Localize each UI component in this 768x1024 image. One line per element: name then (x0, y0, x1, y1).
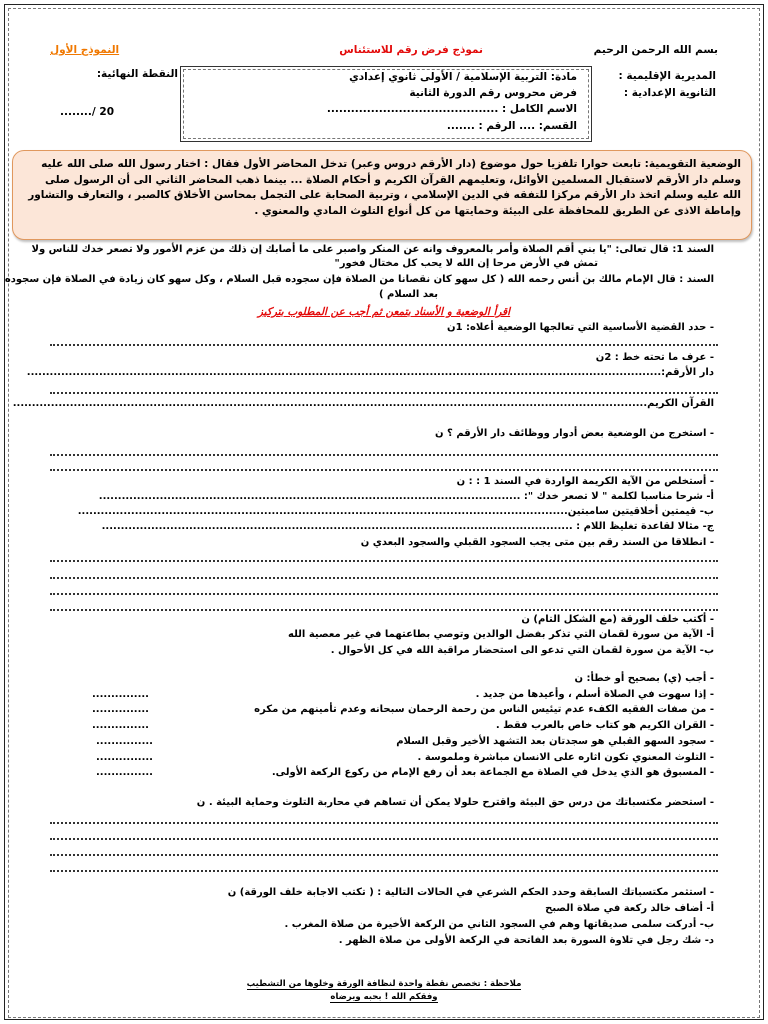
question-4-a: أ- شرحا مناسبا لكلمة " لا تصعر خدك ": ............................................................................................................... (98, 491, 714, 502)
question-2-a: دار الأرقم:....................................................................................................................................................................... (26, 367, 714, 378)
tf-statement: - من صفات الفقيه الكفء عدم تيئيس الناس من رحمة الرحمان سبحانه وعدم تأمينهم من مكره (254, 704, 714, 715)
source-1-line-2: تمش في الأرض مرحا إن الله لا يحب كل مختال فخور" (334, 258, 598, 269)
answer-line (50, 469, 718, 471)
subject-line: مادة: التربية الإسلامية / الأولى ثانوي إعدادي (349, 71, 577, 83)
tf-statement: - القران الكريم هو كتاب خاص بالعرب فقط . (495, 720, 714, 731)
school-label: الثانوية الإعدادية : (623, 87, 716, 99)
answer-line (50, 392, 718, 394)
question-3: - استخرج من الوضعية بعض أدوار ووظائف دار الأرقم ؟ ن (435, 428, 714, 439)
tf-answer-blank[interactable]: ............... (92, 689, 149, 700)
question-6: - أكتب خلف الورقة (مع الشكل التام) ن (521, 614, 714, 625)
question-2-b: القرآن الكريم....................................................................................................................................................................... (12, 398, 714, 409)
cleanliness-note: ملاحظة : تخصص نقطة واحدة لنظافة الورقة وخلوها من التشطيب (246, 979, 522, 989)
final-grade-label: النقطة النهائية: (96, 68, 178, 80)
school-info (619, 68, 717, 102)
answer-line (50, 854, 718, 856)
tf-answer-blank[interactable]: ............... (92, 720, 149, 731)
question-9-b: ب- أدركت سلمى صديقاتها وهم في السجود الثاني من الركعة الأخيرة من صلاة المغرب . (284, 919, 714, 930)
question-4: - أستخلص من الآية الكريمة الواردة في السند 1 : : ن (456, 476, 714, 487)
answer-line (50, 822, 718, 824)
question-4-b: ب- قيمتين أخلاقيتين سامبتين................................................................................................................................. (77, 506, 714, 517)
exam-line: فرض محروس رقم الدورة الثانية (409, 87, 577, 99)
directorate-label: المديرية الإقليمية : (618, 70, 716, 82)
basmala: بسم الله الرحمن الرحيم (593, 44, 718, 56)
tf-answer-blank[interactable]: ............... (96, 736, 153, 747)
full-name-field: الاسم الكامل : ........................................... (326, 103, 577, 115)
question-9-c: د- شك رجل في تلاوة السورة بعد الفاتحة في الركعة الأولى من صلاة الظهر . (338, 935, 714, 946)
question-1: - حدد القضية الأساسية التي تعالجها الوضعية أعلاه: 1ن (447, 322, 714, 333)
read-instruction: اقرأ الوضعية و الأسناد بتمعن ثم أجب عن المطلوب بتركيز (257, 306, 511, 318)
answer-line (50, 609, 718, 611)
class-number-field: القسم: .... الرقم : ....... (446, 120, 577, 132)
tf-statement: - المسبوق هو الذي يدخل في الصلاة مع الجماعة بعد أن رفع الإمام من ركوع الركعة الأولى. (271, 767, 714, 778)
tf-answer-blank[interactable]: ............... (92, 704, 149, 715)
answer-line (50, 344, 718, 346)
model-label: النموذج الأول (50, 44, 120, 56)
question-8: - استحضر مكتسباتك من درس حق البيئة واقترح حلولا يمكن أن تساهم في محاربة التلوث وحماية البيئة . ن (196, 797, 714, 808)
tf-answer-blank[interactable]: ............... (96, 767, 153, 778)
tf-answer-blank[interactable]: ............... (96, 752, 153, 763)
tf-statement: - سجود السهو القبلي هو سجدتان بعد التشهد الأخير وقبل السلام (396, 736, 714, 747)
question-6-b: ب- الآية من سورة لقمان التي تدعو الى استحضار مراقبة الله في كل الأحوال . (330, 645, 714, 656)
situation-text: الوضعية التقويمية: تابعت حوارا تلفزيا حول موضوع (دار الأرقم دروس وعبر) تدخل المحاضر الأول فقال : اختار رسول الله صلى الله عليه وسلم دار الأرقم لاستقبال المسلمين الأوائل، وتعليمهم القرآن الكريم و أحكام الصلاة ... بينما ذهب المحاضر الثاني الى أن الرسول صلى الله عليه وسلم اتخذ دار الأرقم مركزا للتفقه في الدين الإسلامي ، وتربية الصحابة على التجمل بمحاسن الأخلاق كالصبر ، والتعارف والتشاور وإماطة الاذى عن الطريق للمحافظة على البيئة وحمايتها من كل أنواع التلوث المادي والمعنوي . (28, 158, 741, 217)
answer-line (50, 454, 718, 456)
answer-line (50, 577, 718, 579)
source-2-line-1: السند : قال الإمام مالك بن أنس رحمه الله ( كل سهو كان نقصانا من الصلاة فإن سجوده قبل السلام ، وكل سهو كان زيادة في الصلاة فإن سجوده (4, 274, 714, 285)
question-7: - أجب (ي) بصحيح أو خطأ: ن (574, 673, 714, 684)
situation-box (12, 150, 752, 240)
question-6-a: أ- الآية من سورة لقمان التي تذكر بفضل الوالدين وتوصي بطاعتهما في غير معصية الله (288, 629, 714, 640)
question-4-c: ج- مثالا لقاعدة تغليظ اللام : ............................................................................................................................ (101, 521, 714, 532)
answer-line (50, 870, 718, 872)
exam-title: نموذج فرض رقم للاستئناس (339, 44, 483, 56)
good-luck-wish: وفقكم الله ! بحبه ويرضاه (330, 992, 438, 1002)
final-grade-value: 20 /........ (60, 106, 115, 118)
tf-statement: - التلوث المعنوي تكون اثاره على الانسان مباشرة وملموسة . (417, 752, 714, 763)
footer-note (0, 978, 768, 1004)
tf-statement: - إذا سهوت في الصلاة أسلم ، وأعيدها من جديد . (475, 689, 714, 700)
answer-line (50, 838, 718, 840)
question-9: - استثمر مكتسباتك السابقة وحدد الحكم الشرعي في الحالات التالية : ( تكتب الاجابة خلف الورقة) ن (227, 887, 714, 898)
source-2-line-2: بعد السلام ) (379, 289, 438, 300)
top-header (50, 44, 718, 58)
question-5: - انطلاقا من السند رقم بين متى يجب السجود القبلي والسجود البعدي ن (360, 537, 714, 548)
grade-box (56, 68, 178, 138)
source-1-line-1: السند 1: قال تعالى: "يا بني أقم الصلاة وأمر بالمعروف وانه عن المنكر واصبر على ما أصابك إن ذلك من عزم الأمور ولا تصعر خدك للناس ولا (31, 244, 714, 255)
question-9-a: أ- أضاف خالد ركعة في صلاة الصبح (545, 903, 714, 914)
student-info-box (180, 66, 592, 142)
question-2: - عرف ما تحته خط : 2ن (595, 352, 714, 363)
answer-line (50, 560, 718, 562)
answer-line (50, 593, 718, 595)
